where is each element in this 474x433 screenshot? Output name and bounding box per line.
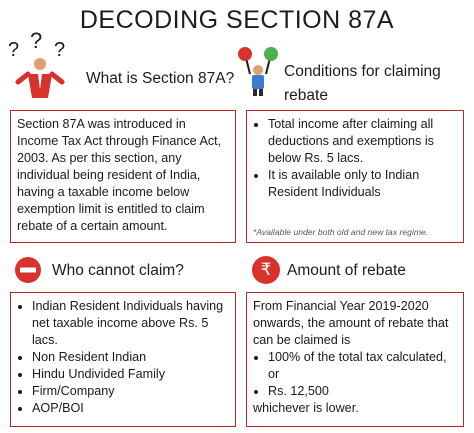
list-item: • Hindu Undivided Family <box>32 366 229 383</box>
conditions-heading <box>284 62 441 106</box>
conditions-heading-line2: rebate <box>284 87 328 104</box>
amount-outro: whichever is lower. <box>253 401 359 415</box>
rupee-icon: ₹ <box>252 256 280 284</box>
who-cannot-heading: Who cannot claim? <box>52 262 184 279</box>
list-item: • Firm/Company <box>32 383 229 400</box>
what-box <box>10 110 236 243</box>
person-with-signs-icon <box>238 46 278 96</box>
no-entry-icon <box>14 256 42 284</box>
list-item: • AOP/BOI <box>32 400 229 417</box>
svg-text:?: ? <box>8 39 20 61</box>
list-item: • Total income after claiming all deductions and exemptions is below Rs. 5 lacs. <box>268 116 457 167</box>
what-body: Section 87A was introduced in Income Tax Act through Finance Act, 2003. As per this section, any individual being resident of India, having a taxable income below exemption limit is entitled to claim rebate of a certain amount. <box>17 117 222 233</box>
svg-text:?: ? <box>54 39 66 61</box>
who-cannot-box <box>10 292 236 427</box>
confused-person-icon <box>4 30 76 102</box>
conditions-heading-line1: Conditions for claiming <box>284 63 441 80</box>
amount-box <box>246 292 464 427</box>
page-title: DECODING SECTION 87A <box>79 6 395 34</box>
availability-note: *Available under both old and new tax regime. <box>253 227 429 237</box>
list-item: • 100% of the total tax calculated, or <box>268 349 457 383</box>
amount-list <box>253 349 457 400</box>
list-item: • Non Resident Indian <box>32 349 229 366</box>
conditions-list <box>253 116 457 201</box>
what-heading: What is Section 87A? <box>86 70 235 87</box>
list-item: • Indian Resident Individuals having net taxable income above Rs. 5 lacs. <box>32 298 229 349</box>
conditions-box <box>246 110 464 243</box>
amount-intro: From Financial Year 2019-2020 onwards, the amount of rebate that can be claimed is <box>253 299 449 347</box>
amount-heading: Amount of rebate <box>287 262 406 279</box>
who-cannot-list <box>17 298 229 417</box>
list-item: • It is available only to Indian Resident Individuals <box>268 167 457 201</box>
list-item: • Rs. 12,500 <box>268 383 457 400</box>
svg-text:?: ? <box>30 30 43 53</box>
